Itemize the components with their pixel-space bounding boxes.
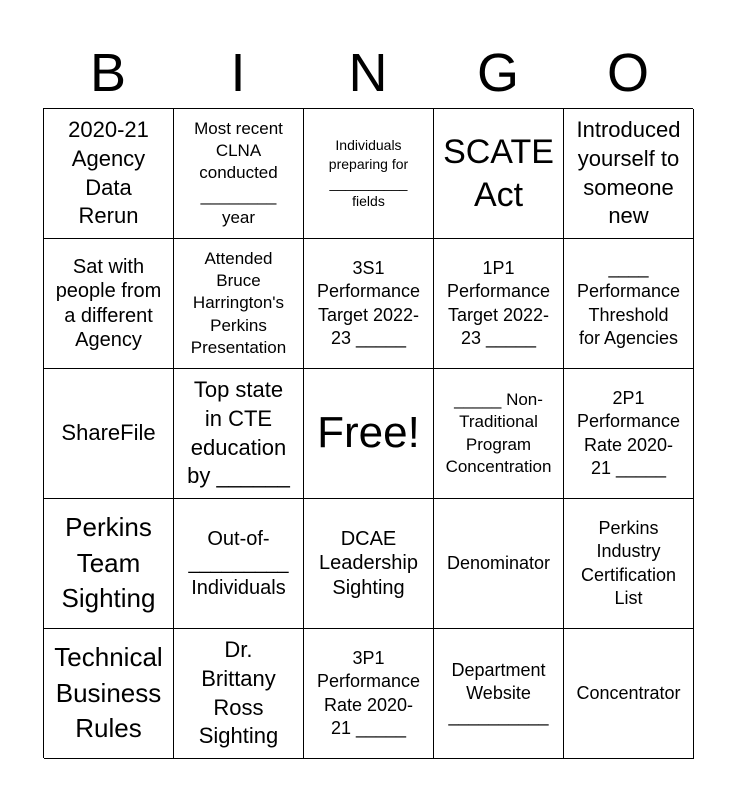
bingo-cell[interactable]: Most recent CLNA conducted ________ year bbox=[174, 109, 304, 239]
bingo-cell[interactable]: ____ Performance Threshold for Agencies bbox=[564, 239, 694, 369]
bingo-cell[interactable]: _____ Non- Traditional Program Concentration bbox=[434, 369, 564, 499]
bingo-cell[interactable]: 1P1 Performance Target 2022- 23 _____ bbox=[434, 239, 564, 369]
bingo-cell[interactable]: 3P1 Performance Rate 2020- 21 _____ bbox=[304, 629, 434, 759]
bingo-cell[interactable]: ShareFile bbox=[44, 369, 174, 499]
bingo-cell[interactable]: Perkins Industry Certification List bbox=[564, 499, 694, 629]
bingo-cell[interactable]: 3S1 Performance Target 2022- 23 _____ bbox=[304, 239, 434, 369]
bingo-header bbox=[43, 40, 693, 106]
bingo-cell[interactable]: Individuals preparing for __________ fields bbox=[304, 109, 434, 239]
bingo-cell[interactable]: Attended Bruce Harrington's Perkins Presentation bbox=[174, 239, 304, 369]
bingo-cell[interactable]: 2020-21 Agency Data Rerun bbox=[44, 109, 174, 239]
bingo-grid bbox=[43, 108, 693, 758]
header-letter-b: B bbox=[89, 43, 127, 103]
bingo-cell[interactable]: Sat with people from a different Agency bbox=[44, 239, 174, 369]
bingo-cell[interactable]: Introduced yourself to someone new bbox=[564, 109, 694, 239]
bingo-cell[interactable]: Denominator bbox=[434, 499, 564, 629]
header-letter-o: O bbox=[606, 43, 649, 103]
bingo-cell[interactable]: SCATE Act bbox=[434, 109, 564, 239]
bingo-cell[interactable]: Top state in CTE education by ______ bbox=[174, 369, 304, 499]
bingo-cell[interactable]: Technical Business Rules bbox=[44, 629, 174, 759]
header-letter-i: I bbox=[230, 43, 246, 103]
header-letter-n: N bbox=[348, 43, 388, 103]
bingo-cell[interactable]: DCAE Leadership Sighting bbox=[304, 499, 434, 629]
header-letter-g: G bbox=[476, 43, 519, 103]
free-space[interactable]: Free! bbox=[304, 369, 434, 499]
bingo-cell[interactable]: Out-of- _________ Individuals bbox=[174, 499, 304, 629]
bingo-cell[interactable]: Dr. Brittany Ross Sighting bbox=[174, 629, 304, 759]
bingo-cell[interactable]: Perkins Team Sighting bbox=[44, 499, 174, 629]
bingo-cell[interactable]: Concentrator bbox=[564, 629, 694, 759]
bingo-cell[interactable]: 2P1 Performance Rate 2020- 21 _____ bbox=[564, 369, 694, 499]
bingo-cell[interactable]: Department Website __________ bbox=[434, 629, 564, 759]
